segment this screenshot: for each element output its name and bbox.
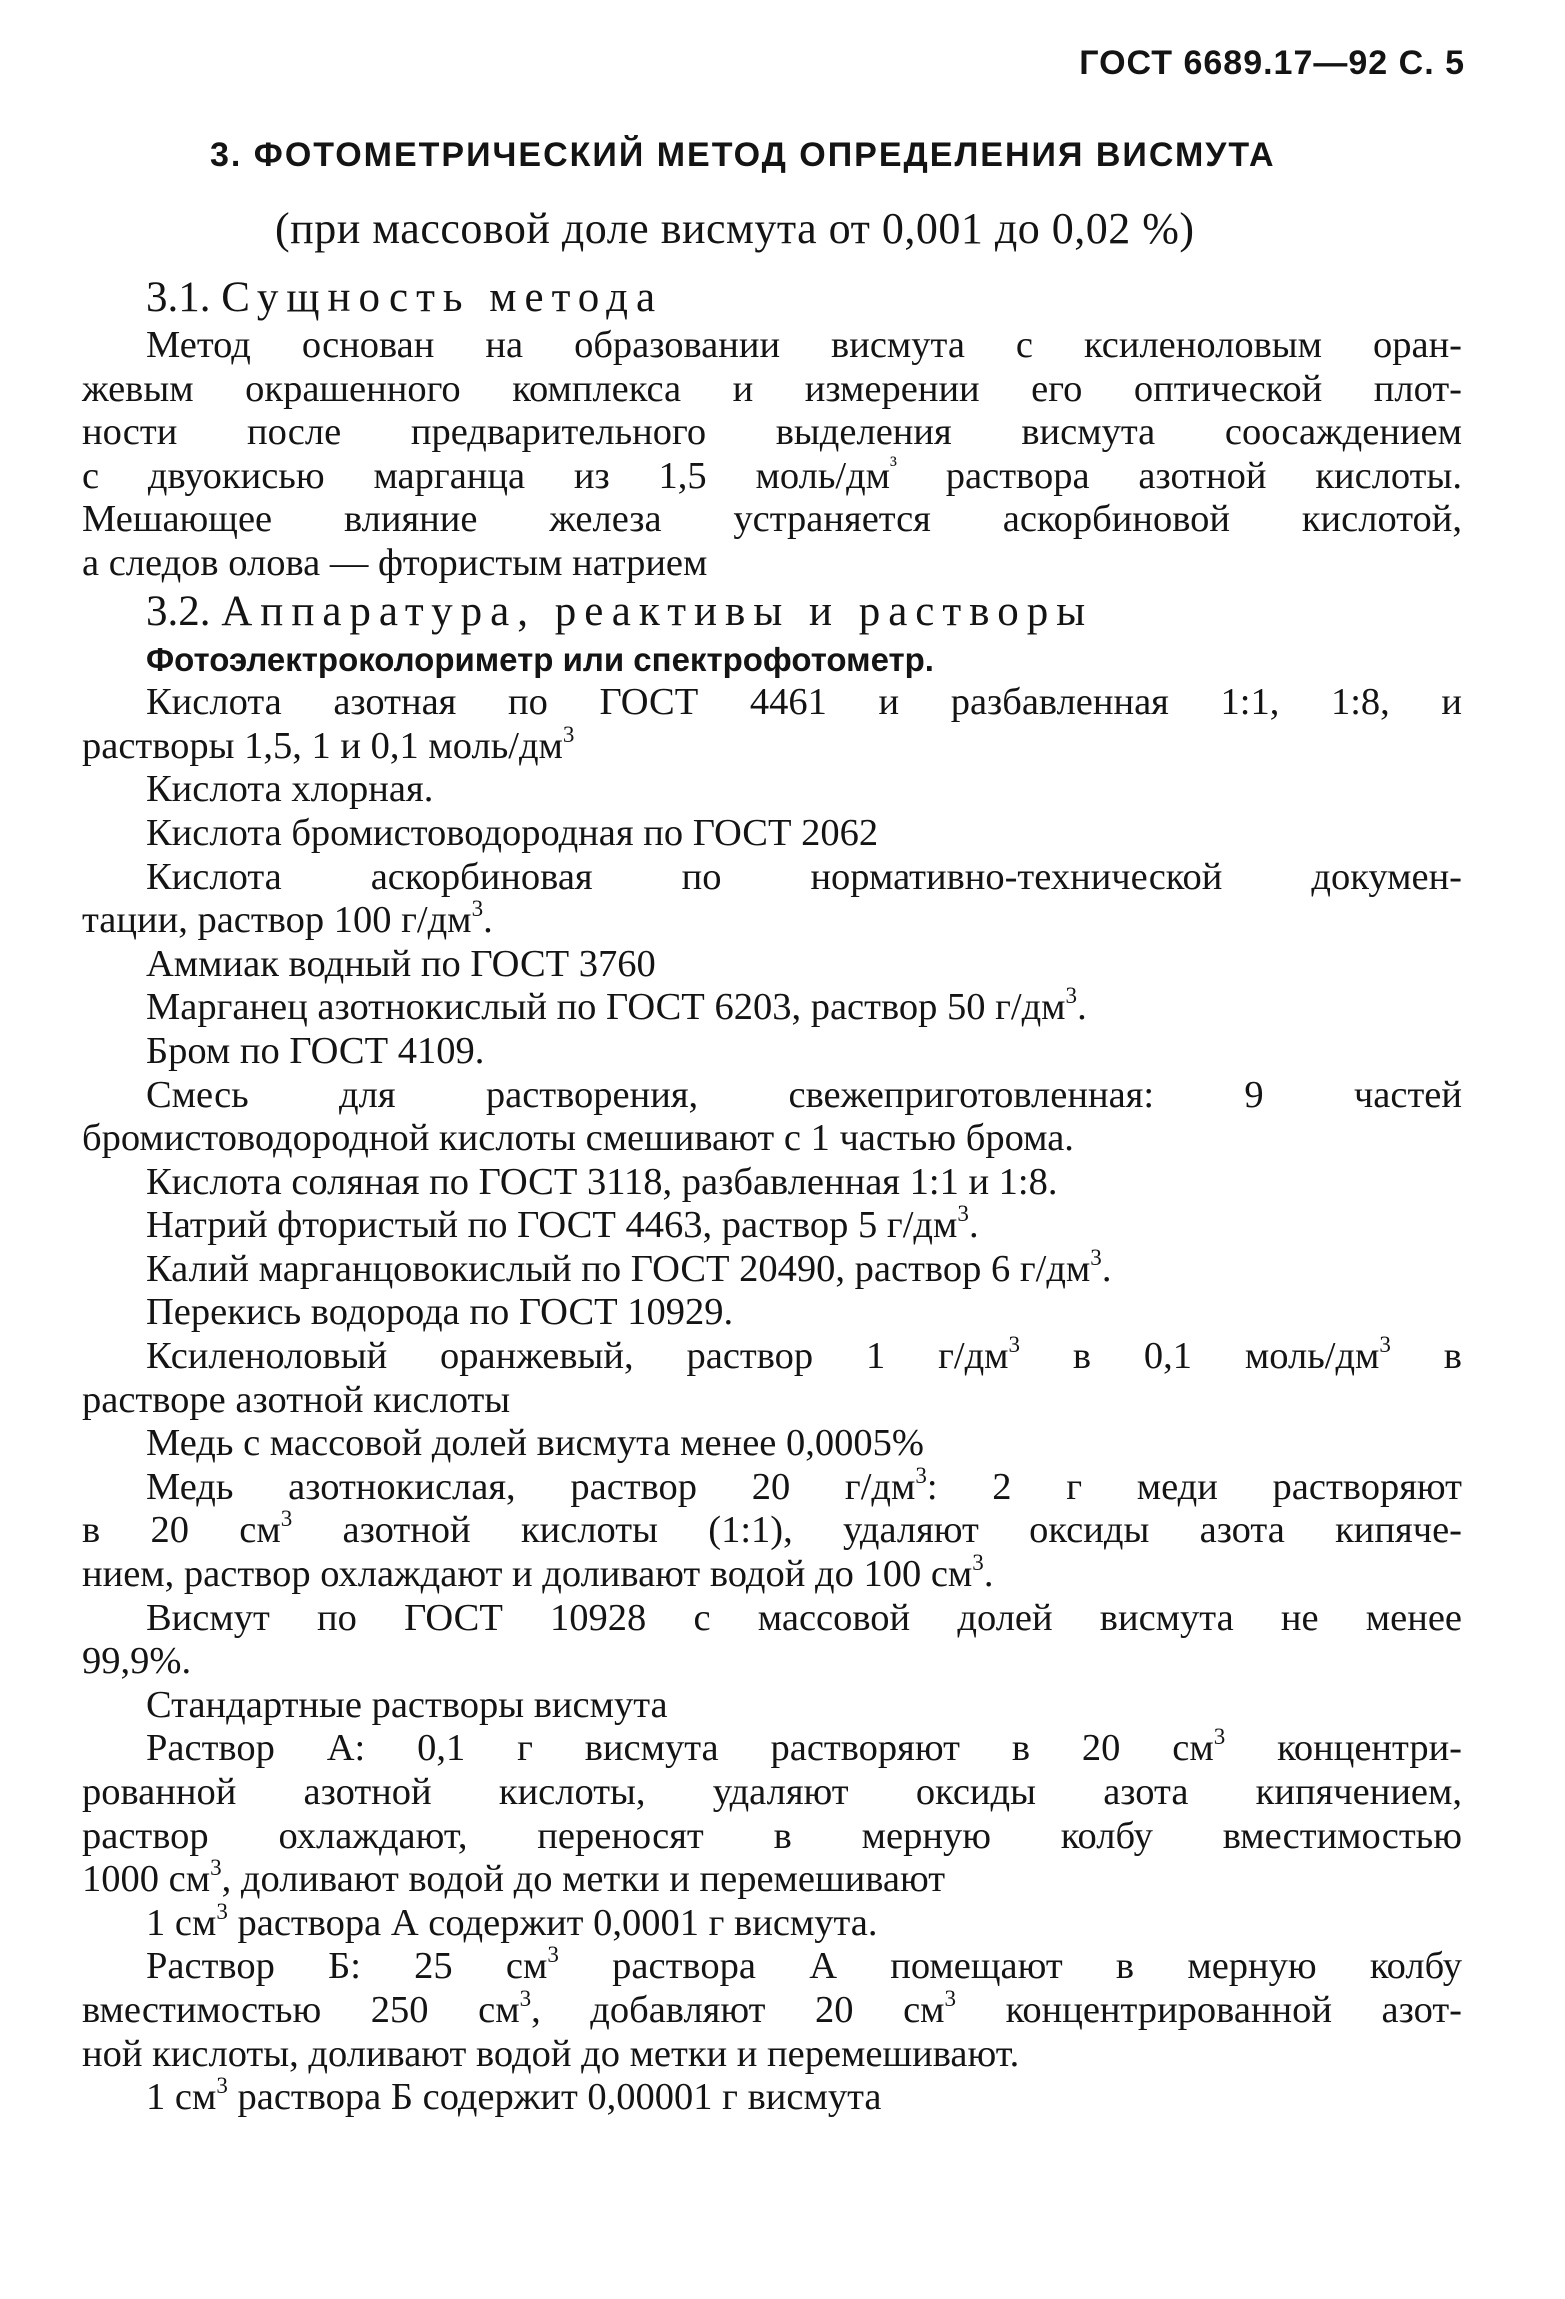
list-item: растворы 1,5, 1 и 0,1 моль/$дм^3$	[82, 720, 575, 767]
list-item: бромистоводородной кислоты смешивают с 1 частью брома.	[82, 1117, 1074, 1160]
list-item: Кислота аскорбиновая по нормативно-технической докумен-	[146, 855, 1462, 898]
subsection-3-2-heading: 3.2. Аппаратура, реактивы и растворы	[146, 587, 1094, 635]
list-item: 1000 $см^3$, доливают водой до метки и перемешивают	[82, 1854, 946, 1901]
paragraph-line: ности после предварительного выделения висмута соосаждением	[82, 411, 1462, 454]
list-item: в 20 $см^3$ азотной кислоты (1:1), удаляют оксиды азота кипяче-	[82, 1505, 1462, 1552]
list-item: Перекись водорода по ГОСТ 10929.	[146, 1291, 734, 1334]
list-item: Медь азотнокислая, раствор 20 $г/дм^3$: 2 г меди растворяют	[146, 1461, 1462, 1508]
list-item: Раствор А: 0,1 г висмута растворяют в 20 $см^3$ концентри-	[146, 1723, 1462, 1770]
list-item: рованной азотной кислоты, удаляют оксиды азота кипячением,	[82, 1771, 1462, 1813]
section-title: 3. ФОТОМЕТРИЧЕСКИЙ МЕТОД ОПРЕДЕЛЕНИЯ ВИСМУТА	[210, 136, 1276, 174]
paragraph-line: Мешающее влияние железа устраняется аскорбиновой кислотой,	[82, 498, 1462, 541]
list-item: Кислота бромистоводородная по ГОСТ 2062	[146, 811, 879, 854]
page-header: ГОСТ 6689.17—92 С. 5	[1079, 44, 1465, 82]
list-item: вместимостью 250 $см^3$, добавляют 20 $см^3$ концентрированной азот-	[82, 1984, 1463, 2031]
list-item: Калий марганцовокислый по ГОСТ 20490, раствор 6 $г/дм^3$.	[146, 1243, 1112, 1290]
document-body	[82, 272, 1462, 2120]
list-item: Раствор Б: 25 $см^3$ раствора А помещают в мерную колбу	[146, 1941, 1462, 1988]
list-item: Медь с массовой долей висмута менее 0,0005%	[146, 1422, 924, 1465]
list-item: нием, раствор охлаждают и доливают водой до 100 $см^3$.	[82, 1548, 994, 1596]
list-item: Ксиленоловый оранжевый, раствор 1 $г/дм^3$ в 0,1 моль/$дм^3$ в	[146, 1330, 1462, 1378]
section-subtitle: (при массовой доле висмута от 0,001 до 0,02 %)	[275, 204, 1195, 253]
paragraph-line: Метод основан на образовании висмута с ксиленоловым оран-	[146, 324, 1462, 366]
list-item: Аммиак водный по ГОСТ 3760	[146, 942, 656, 985]
list-item: Бром по ГОСТ 4109.	[146, 1029, 485, 1072]
list-item: 1 $см^3$ раствора А содержит 0,0001 г висмута.	[146, 1897, 878, 1944]
list-item: Стандартные растворы висмута	[146, 1683, 668, 1726]
paragraph-line: жевым окрашенного комплекса и измерении его оптической плот-	[82, 367, 1462, 410]
list-item: Марганец азотнокислый по ГОСТ 6203, раствор 50 $г/дм^3$.	[146, 982, 1087, 1029]
list-item: Натрий фтористый по ГОСТ 4463, раствор 5 $г/дм^3$.	[146, 1200, 979, 1247]
subsection-3-1-heading: 3.1. Сущность метода	[146, 274, 664, 321]
list-item: раствор охлаждают, переносят в мерную колбу вместимостью	[82, 1814, 1462, 1857]
list-item: Смесь для растворения, свежеприготовленная: 9 частей	[146, 1073, 1462, 1116]
list-item: 99,9%.	[82, 1640, 192, 1683]
list-item: Кислота азотная по ГОСТ 4461 и разбавленная 1:1, 1:8, и	[146, 681, 1462, 724]
paragraph-line: а следов олова — фтористым натрием	[82, 541, 708, 584]
list-item: Кислота хлорная.	[146, 768, 434, 811]
list-item: ной кислоты, доливают водой до метки и перемешивают.	[82, 2032, 1020, 2075]
list-item: растворе азотной кислоты	[82, 1378, 511, 1421]
list-item: Висмут по ГОСТ 10928 с массовой долей висмута не менее	[146, 1596, 1462, 1639]
list-item: Фотоэлектроколориметр или спектрофотометр.	[146, 640, 934, 678]
list-item: Кислота соляная по ГОСТ 3118, разбавленная 1:1 и 1:8.	[146, 1160, 1058, 1203]
paragraph-line: с двуокисью марганца из 1,5 моль/$дм^{^3}$ раствора азотной кислоты.	[82, 450, 1462, 497]
list-item: тации, раствор 100 $г/дм^3$.	[82, 894, 493, 942]
list-item: 1 $см^3$ раствора Б содержит 0,00001 г висмута	[146, 2072, 882, 2119]
